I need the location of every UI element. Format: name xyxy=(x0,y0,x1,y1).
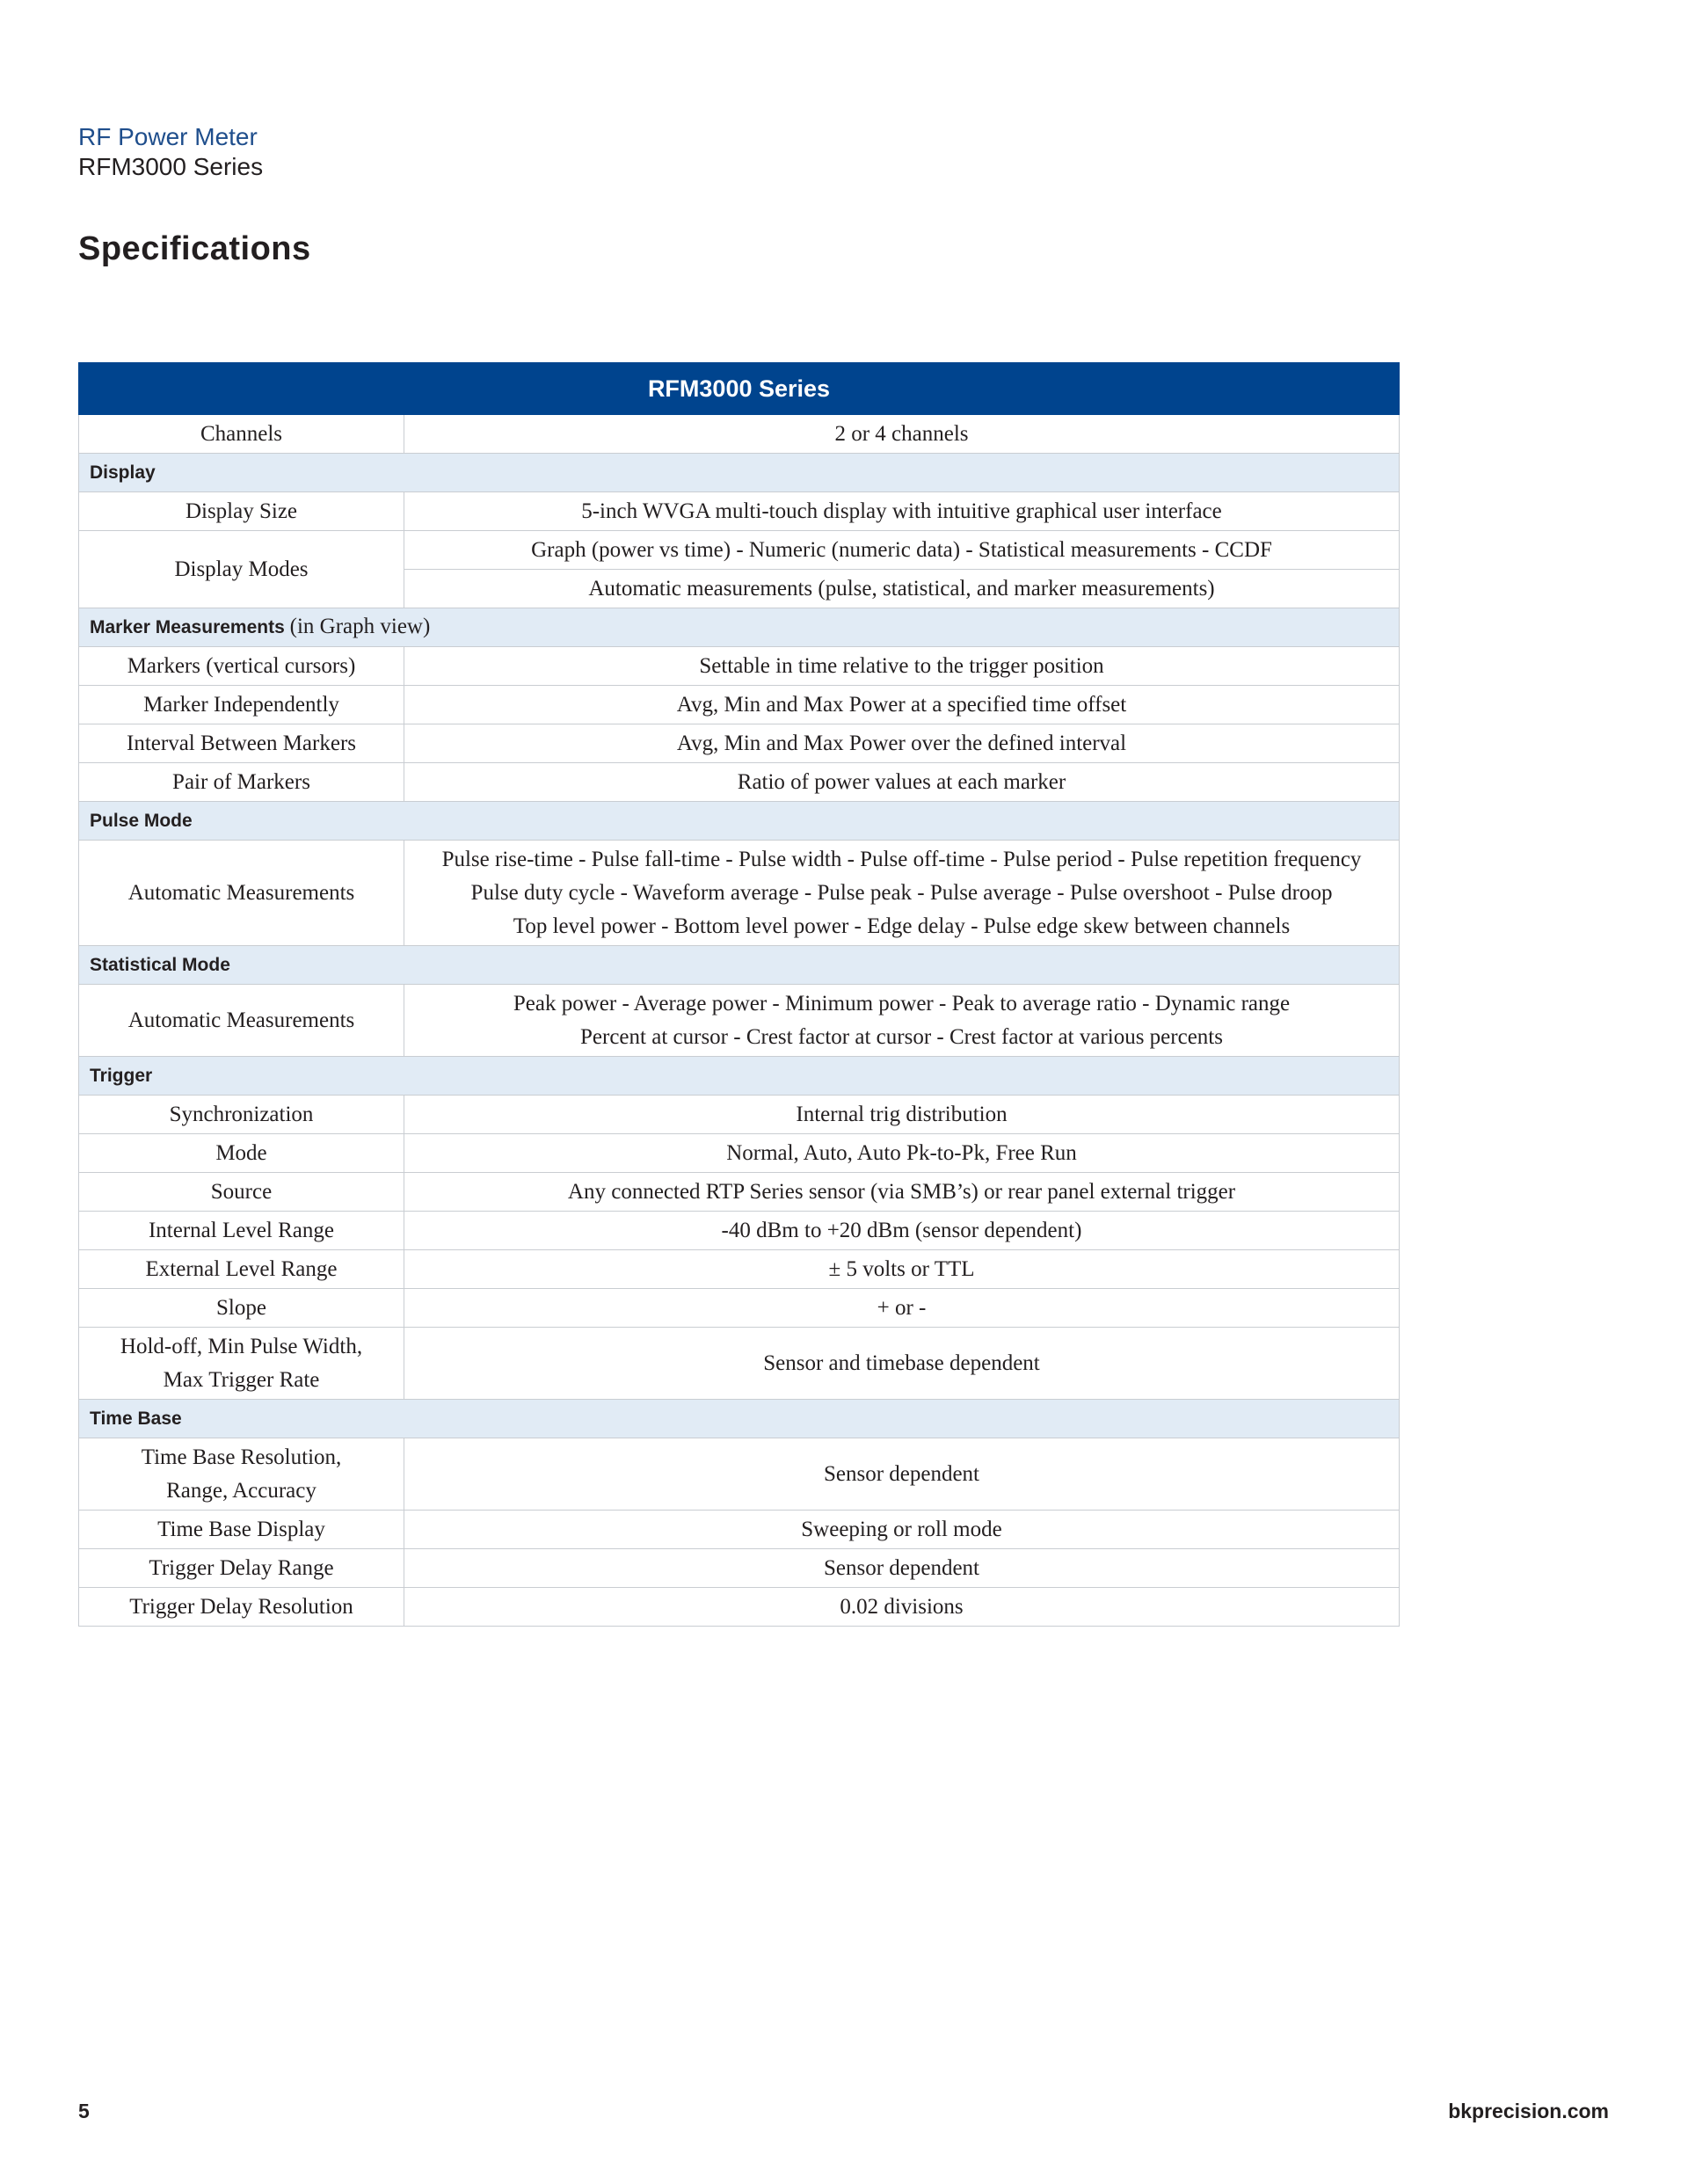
section-title-suffix: (in Graph view) xyxy=(289,615,431,638)
spec-value: -40 dBm to +20 dBm (sensor dependent) xyxy=(404,1212,1400,1250)
table-banner: RFM3000 Series xyxy=(79,363,1400,415)
spec-value xyxy=(404,841,1400,946)
table-row xyxy=(79,1212,1400,1250)
spec-label: Trigger Delay Resolution xyxy=(79,1588,404,1627)
section-title: Statistical Mode xyxy=(79,946,1400,985)
spec-label-line: Range, Accuracy xyxy=(166,1478,316,1503)
spec-value-line: Percent at cursor - Crest factor at cursor - Crest factor at various percents xyxy=(580,1024,1223,1049)
table-banner-row xyxy=(79,363,1400,415)
spec-value: Settable in time relative to the trigger position xyxy=(404,647,1400,686)
section-title: Display xyxy=(79,454,1400,492)
table-row xyxy=(79,531,1400,570)
page-title: Specifications xyxy=(78,230,311,267)
page-number: 5 xyxy=(78,2100,90,2122)
section-row-trigger xyxy=(79,1057,1400,1096)
section-title: Trigger xyxy=(79,1057,1400,1096)
table-row xyxy=(79,1096,1400,1134)
spec-value: 5-inch WVGA multi-touch display with intuitive graphical user interface xyxy=(404,492,1400,531)
section-row-statistical xyxy=(79,946,1400,985)
header-series-name: RFM3000 Series xyxy=(78,153,264,180)
table-row xyxy=(79,985,1400,1057)
table-row xyxy=(79,1588,1400,1627)
table-row xyxy=(79,841,1400,946)
spec-label: Display Modes xyxy=(79,531,404,608)
spec-label xyxy=(79,1328,404,1400)
spec-label: Internal Level Range xyxy=(79,1212,404,1250)
spec-value: Internal trig distribution xyxy=(404,1096,1400,1134)
spec-value-line: Top level power - Bottom level power - Edge delay - Pulse edge skew between channels xyxy=(513,914,1291,938)
spec-value: Graph (power vs time) - Numeric (numeric data) - Statistical measurements - CCDF xyxy=(404,531,1400,570)
table-row xyxy=(79,724,1400,763)
spec-value: Ratio of power values at each marker xyxy=(404,763,1400,802)
spec-label: Channels xyxy=(79,415,404,454)
spec-value: 0.02 divisions xyxy=(404,1588,1400,1627)
table-row xyxy=(79,1134,1400,1173)
table-row xyxy=(79,1328,1400,1400)
spec-label: Automatic Measurements xyxy=(79,985,404,1057)
table-row xyxy=(79,492,1400,531)
table-row xyxy=(79,763,1400,802)
spec-label: Markers (vertical cursors) xyxy=(79,647,404,686)
spec-value: 2 or 4 channels xyxy=(404,415,1400,454)
section-title: Pulse Mode xyxy=(79,802,1400,841)
specifications-table xyxy=(78,362,1400,1627)
spec-label: Time Base Display xyxy=(79,1511,404,1549)
spec-value xyxy=(404,985,1400,1057)
spec-label-line: Hold-off, Min Pulse Width, xyxy=(120,1334,363,1358)
table-row xyxy=(79,1173,1400,1212)
spec-value: Sensor dependent xyxy=(404,1549,1400,1588)
section-row-pulse xyxy=(79,802,1400,841)
table-row xyxy=(79,1511,1400,1549)
spec-label-line: Time Base Resolution, xyxy=(141,1445,342,1469)
spec-label: Pair of Markers xyxy=(79,763,404,802)
spec-value: Avg, Min and Max Power at a specified time offset xyxy=(404,686,1400,724)
header-product-name: RF Power Meter xyxy=(78,123,258,150)
spec-label: Source xyxy=(79,1173,404,1212)
spec-label-line: Max Trigger Rate xyxy=(163,1367,320,1392)
spec-label: Automatic Measurements xyxy=(79,841,404,946)
spec-value: Any connected RTP Series sensor (via SMB’s) or rear panel external trigger xyxy=(404,1173,1400,1212)
table-row xyxy=(79,647,1400,686)
spec-value: + or - xyxy=(404,1289,1400,1328)
spec-value-line: Pulse duty cycle - Waveform average - Pulse peak - Pulse average - Pulse overshoot - Pulse droop xyxy=(470,880,1333,905)
spec-label: Mode xyxy=(79,1134,404,1173)
section-title-text: Marker Measurements xyxy=(90,617,285,637)
spec-value: Sensor dependent xyxy=(404,1438,1400,1511)
section-row-marker xyxy=(79,608,1400,647)
spec-value: ± 5 volts or TTL xyxy=(404,1250,1400,1289)
spec-label xyxy=(79,1438,404,1511)
spec-value-line: Pulse rise-time - Pulse fall-time - Pulse width - Pulse off-time - Pulse period - Pulse repetition frequency xyxy=(441,847,1362,871)
footer-website: bkprecision.com xyxy=(1448,2100,1609,2122)
spec-value: Automatic measurements (pulse, statistical, and marker measurements) xyxy=(404,570,1400,608)
table-row xyxy=(79,1289,1400,1328)
spec-label: Display Size xyxy=(79,492,404,531)
spec-label: Slope xyxy=(79,1289,404,1328)
section-title: Time Base xyxy=(79,1400,1400,1438)
spec-label: External Level Range xyxy=(79,1250,404,1289)
spec-label: Synchronization xyxy=(79,1096,404,1134)
table-row xyxy=(79,1549,1400,1588)
section-title xyxy=(79,608,1400,647)
spec-label: Marker Independently xyxy=(79,686,404,724)
spec-value-line: Peak power - Average power - Minimum power - Peak to average ratio - Dynamic range xyxy=(513,991,1291,1016)
table-row xyxy=(79,1250,1400,1289)
spec-value: Sensor and timebase dependent xyxy=(404,1328,1400,1400)
spec-label: Interval Between Markers xyxy=(79,724,404,763)
spec-label: Trigger Delay Range xyxy=(79,1549,404,1588)
table-row xyxy=(79,1438,1400,1511)
table-row xyxy=(79,415,1400,454)
spec-value: Sweeping or roll mode xyxy=(404,1511,1400,1549)
table-row xyxy=(79,686,1400,724)
section-row-timebase xyxy=(79,1400,1400,1438)
section-row-display xyxy=(79,454,1400,492)
spec-value: Avg, Min and Max Power over the defined interval xyxy=(404,724,1400,763)
spec-value: Normal, Auto, Auto Pk-to-Pk, Free Run xyxy=(404,1134,1400,1173)
